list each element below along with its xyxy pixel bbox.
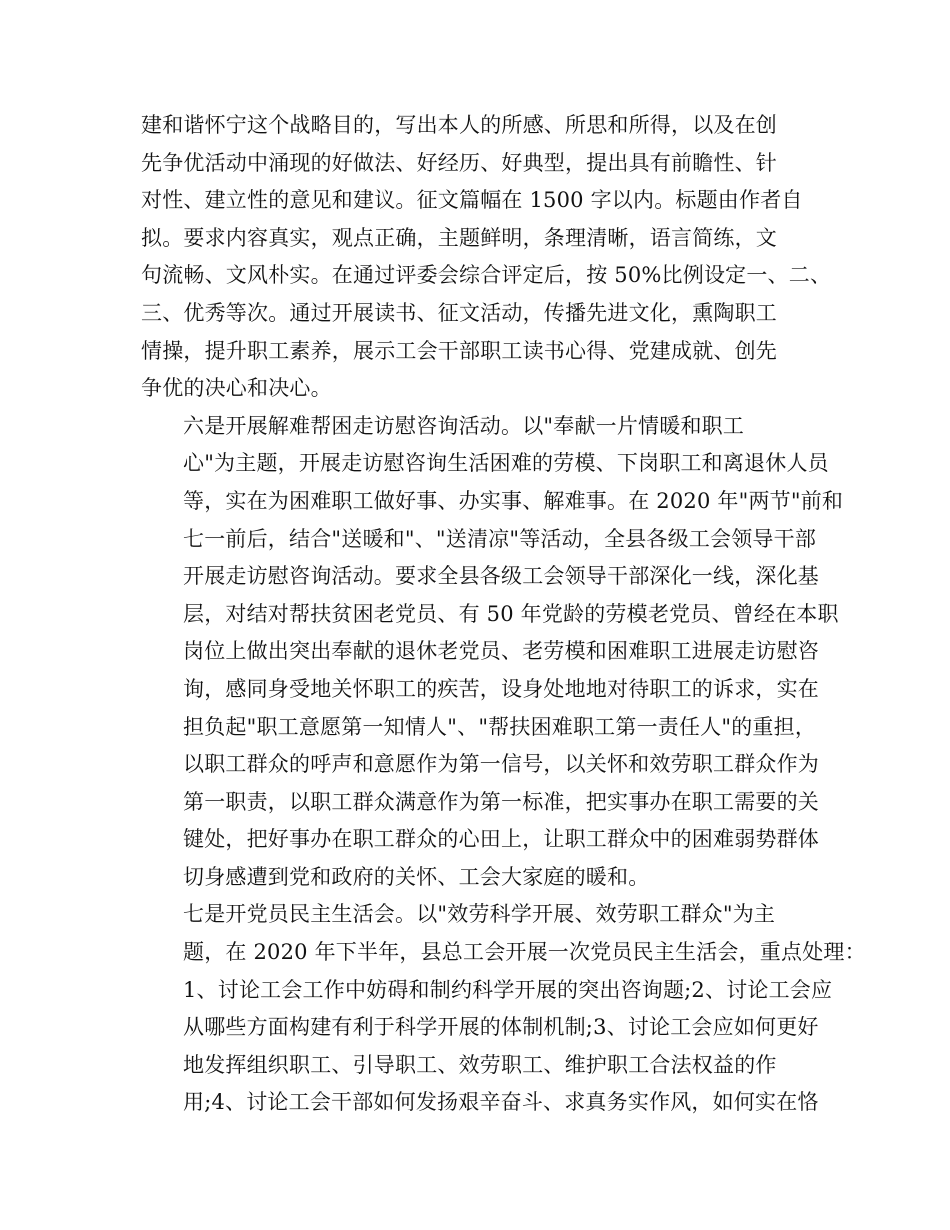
- text-line: 争优的决心和决心。: [141, 376, 332, 401]
- text-line: 题，在 2020 年下半年，县总工会开展一次党员民主生活会，重点处理：: [183, 940, 866, 965]
- text-line: 第一职责，以职工群众满意作为第一标准，把实事办在职工需要的关: [183, 789, 819, 814]
- text-line: 句流畅、文风朴实。在通过评委会综合评定后，按 50%比例设定一、二、: [141, 263, 832, 288]
- text-line: 情操，提升职工素养，展示工会干部职工读书心得、党建成就、创先: [141, 338, 777, 363]
- text-line: 心"为主题，开展走访慰咨询生活困难的劳模、下岗职工和离退休人员: [183, 451, 829, 476]
- text-line: 开展走访慰咨询活动。要求全县各级工会领导干部深化一线，深化基: [183, 564, 819, 589]
- text-line: 三、优秀等次。通过开展读书、征文活动，传播先进文化，熏陶职工: [141, 300, 777, 325]
- text-line: 先争优活动中涌现的好做法、好经历、好典型，提出具有前瞻性、针: [141, 150, 777, 175]
- text-line: 七是开党员民主生活会。以"效劳科学开展、效劳职工群众"为主: [183, 902, 776, 927]
- text-line: 拟。要求内容真实，观点正确，主题鲜明，条理清晰，语言简练，文: [141, 225, 777, 250]
- text-line: 键处，把好事办在职工群众的心田上，让职工群众中的困难弱势群体: [183, 827, 819, 852]
- text-line: 岗位上做出突出奉献的退休老党员、老劳模和困难职工进展走访慰咨: [183, 639, 819, 664]
- text-line: 建和谐怀宁这个战略目的，写出本人的所感、所思和所得，以及在创: [141, 113, 777, 137]
- text-line: 七一前后，结合"送暖和"、"送清凉"等活动，全县各级工会领导干部: [183, 526, 817, 551]
- text-line: 用;4、讨论工会干部如何发扬艰辛奋斗、求真务实作风，如何实在恪: [183, 1090, 819, 1115]
- paragraph-democratic-meeting: [141, 896, 866, 1122]
- text-line: 以职工群众的呼声和意愿作为第一信号，以关怀和效劳职工群众作为: [183, 752, 819, 777]
- document-body: [141, 107, 866, 1122]
- text-line: 担负起"职工意愿第一知情人"、"帮扶困难职工第一责任人"的重担，: [183, 714, 817, 739]
- text-line: 询，感同身受地关怀职工的疾苦，设身处地地对待职工的诉求，实在: [183, 676, 819, 701]
- text-line: 地发挥组织职工、引导职工、效劳职工、维护职工合法权益的作: [183, 1052, 777, 1077]
- paragraph-visit-activity: [141, 408, 844, 897]
- text-line: 层，对结对帮扶贫困老党员、有 50 年党龄的劳模老党员、曾经在本职: [183, 601, 839, 626]
- text-line: 六是开展解难帮困走访慰咨询活动。以"奉献一片情暖和职工: [183, 413, 745, 438]
- text-line: 对性、建立性的意见和建议。征文篇幅在 1500 字以内。标题由作者自: [141, 188, 803, 213]
- text-line: 等，实在为困难职工做好事、办实事、解难事。在 2020 年"两节"前和: [183, 488, 844, 513]
- paragraph-essay-requirements: [141, 107, 831, 408]
- text-line: 切身感遭到党和政府的关怀、工会大家庭的暖和。: [183, 864, 650, 889]
- text-line: 1、讨论工会工作中妨碍和制约科学开展的突出咨询题;2、讨论工会应: [183, 977, 833, 1002]
- text-line: 从哪些方面构建有利于科学开展的体制机制;3、讨论工会应如何更好: [183, 1015, 819, 1040]
